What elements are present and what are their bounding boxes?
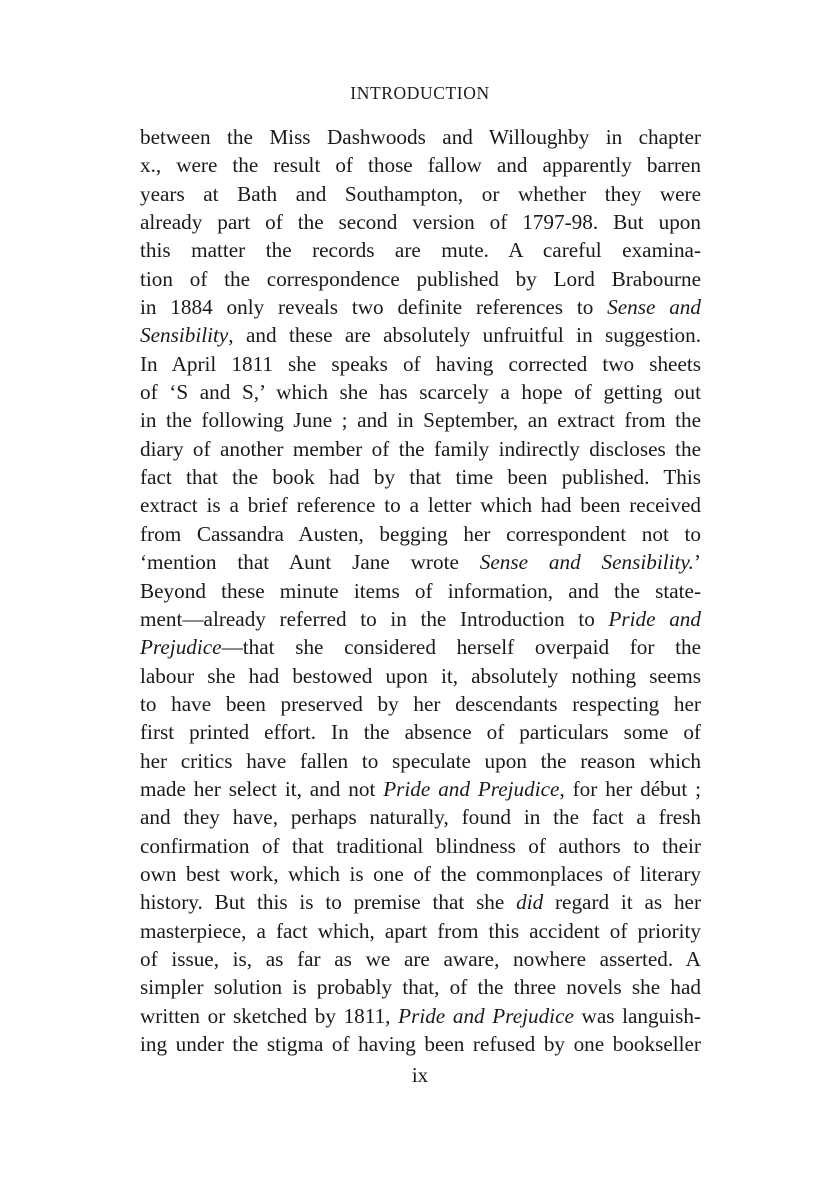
text-line <box>140 406 701 434</box>
text-run: diary of another member of the family indirectly discloses the <box>140 436 701 461</box>
text-line <box>140 208 701 236</box>
text-line <box>140 860 701 888</box>
text-line <box>140 491 701 519</box>
text-line <box>140 690 701 718</box>
text-line <box>140 1030 701 1058</box>
text-run: her critics have fallen to speculate upon the reason which <box>140 748 701 773</box>
italic-title-text: Pride and Prejudice <box>383 776 560 801</box>
text-run: in the following June ; and in September, an extract from the <box>140 408 701 433</box>
text-run: , and these are absolutely unfruitful in suggestion. <box>228 323 701 348</box>
running-head: INTRODUCTION <box>350 83 490 103</box>
text-line <box>140 548 701 576</box>
text-run: ‘mention that Aunt Jane wrote <box>140 550 480 575</box>
italic-title-text: Pride and <box>608 606 701 631</box>
italic-title-text: Sensibility <box>140 323 229 348</box>
text-run: ing under the stigma of having been refused by one bookseller <box>140 1032 701 1056</box>
text-line <box>140 888 701 916</box>
italic-title-text: Sense and <box>607 295 701 320</box>
text-run: extract is a brief reference to a letter which had been received <box>140 493 701 518</box>
italic-title-text: Sense and Sensibility. <box>479 550 694 575</box>
text-run: confirmation of that traditional blindness of authors to their <box>140 833 701 858</box>
text-run: Beyond these minute items of information, and the state- <box>140 578 701 603</box>
text-line <box>140 123 701 151</box>
text-line <box>140 435 701 463</box>
text-run: made her select it, and not <box>140 776 384 801</box>
text-run: history. But this is to premise that she <box>140 890 517 915</box>
text-run: In April 1811 she speaks of having corrected two sheets <box>140 351 701 376</box>
text-line <box>140 662 701 690</box>
text-line <box>140 463 701 491</box>
text-line <box>140 151 701 179</box>
text-line <box>140 832 701 860</box>
text-run: ’ <box>693 550 702 575</box>
text-line <box>140 803 701 831</box>
text-line <box>140 180 701 208</box>
text-run: years at Bath and Southampton, or whether they were <box>140 181 701 206</box>
text-line <box>140 633 701 661</box>
text-run: written or sketched by 1811, <box>140 1003 399 1028</box>
text-line <box>140 293 701 321</box>
text-run: fact that the book had by that time been published. This <box>140 465 701 490</box>
italic-title-text: did <box>516 890 544 915</box>
italic-title-text: Pride and Prejudice <box>398 1003 574 1028</box>
text-line <box>140 577 701 605</box>
text-run: , for her début ; <box>559 776 701 801</box>
text-line <box>140 265 701 293</box>
text-run: to have been preserved by her descendants respecting her <box>140 691 701 716</box>
text-line <box>140 520 701 548</box>
text-run: in 1884 only reveals two definite references to <box>140 295 608 320</box>
text-line <box>140 321 701 349</box>
text-line <box>140 605 701 633</box>
text-run: and they have, perhaps naturally, found in the fact a fresh <box>140 805 701 830</box>
page-number: ix <box>411 1063 429 1087</box>
text-run: —that she considered herself overpaid for the <box>221 635 701 660</box>
text-line <box>140 917 701 945</box>
text-run: between the Miss Dashwoods and Willoughby in chapter <box>140 125 701 149</box>
text-run: x., were the result of those fallow and apparently barren <box>140 153 701 178</box>
text-line <box>140 350 701 378</box>
text-run: this matter the records are mute. A careful examina- <box>140 238 701 263</box>
body-text <box>140 123 701 1058</box>
text-line <box>140 378 701 406</box>
text-run: regard it as her <box>543 890 701 915</box>
text-line <box>140 718 701 746</box>
text-run: simpler solution is probably that, of the three novels she had <box>140 975 701 1000</box>
text-run: labour she had bestowed upon it, absolutely nothing seems <box>140 663 701 688</box>
text-run: of issue, is, as far as we are aware, nowhere asserted. A <box>140 946 701 971</box>
text-run: own best work, which is one of the commonplaces of literary <box>140 861 701 886</box>
italic-title-text: Prejudice <box>140 635 222 660</box>
text-line <box>140 747 701 775</box>
text-run: from Cassandra Austen, begging her correspondent not to <box>140 521 701 546</box>
text-run: was languish- <box>573 1003 701 1028</box>
text-line <box>140 775 701 803</box>
text-run: tion of the correspondence published by Lord Brabourne <box>140 266 701 291</box>
text-line <box>140 1002 701 1030</box>
text-run: of ‘S and S,’ which she has scarcely a hope of getting out <box>140 380 701 405</box>
text-run: first printed effort. In the absence of particulars some of <box>140 720 701 745</box>
text-run: ment—already referred to in the Introduction to <box>140 606 609 631</box>
text-run: already part of the second version of 1797-98. But upon <box>140 210 701 235</box>
text-line <box>140 973 701 1001</box>
text-run: masterpiece, a fact which, apart from this accident of priority <box>140 918 701 943</box>
text-line <box>140 945 701 973</box>
text-line <box>140 236 701 264</box>
